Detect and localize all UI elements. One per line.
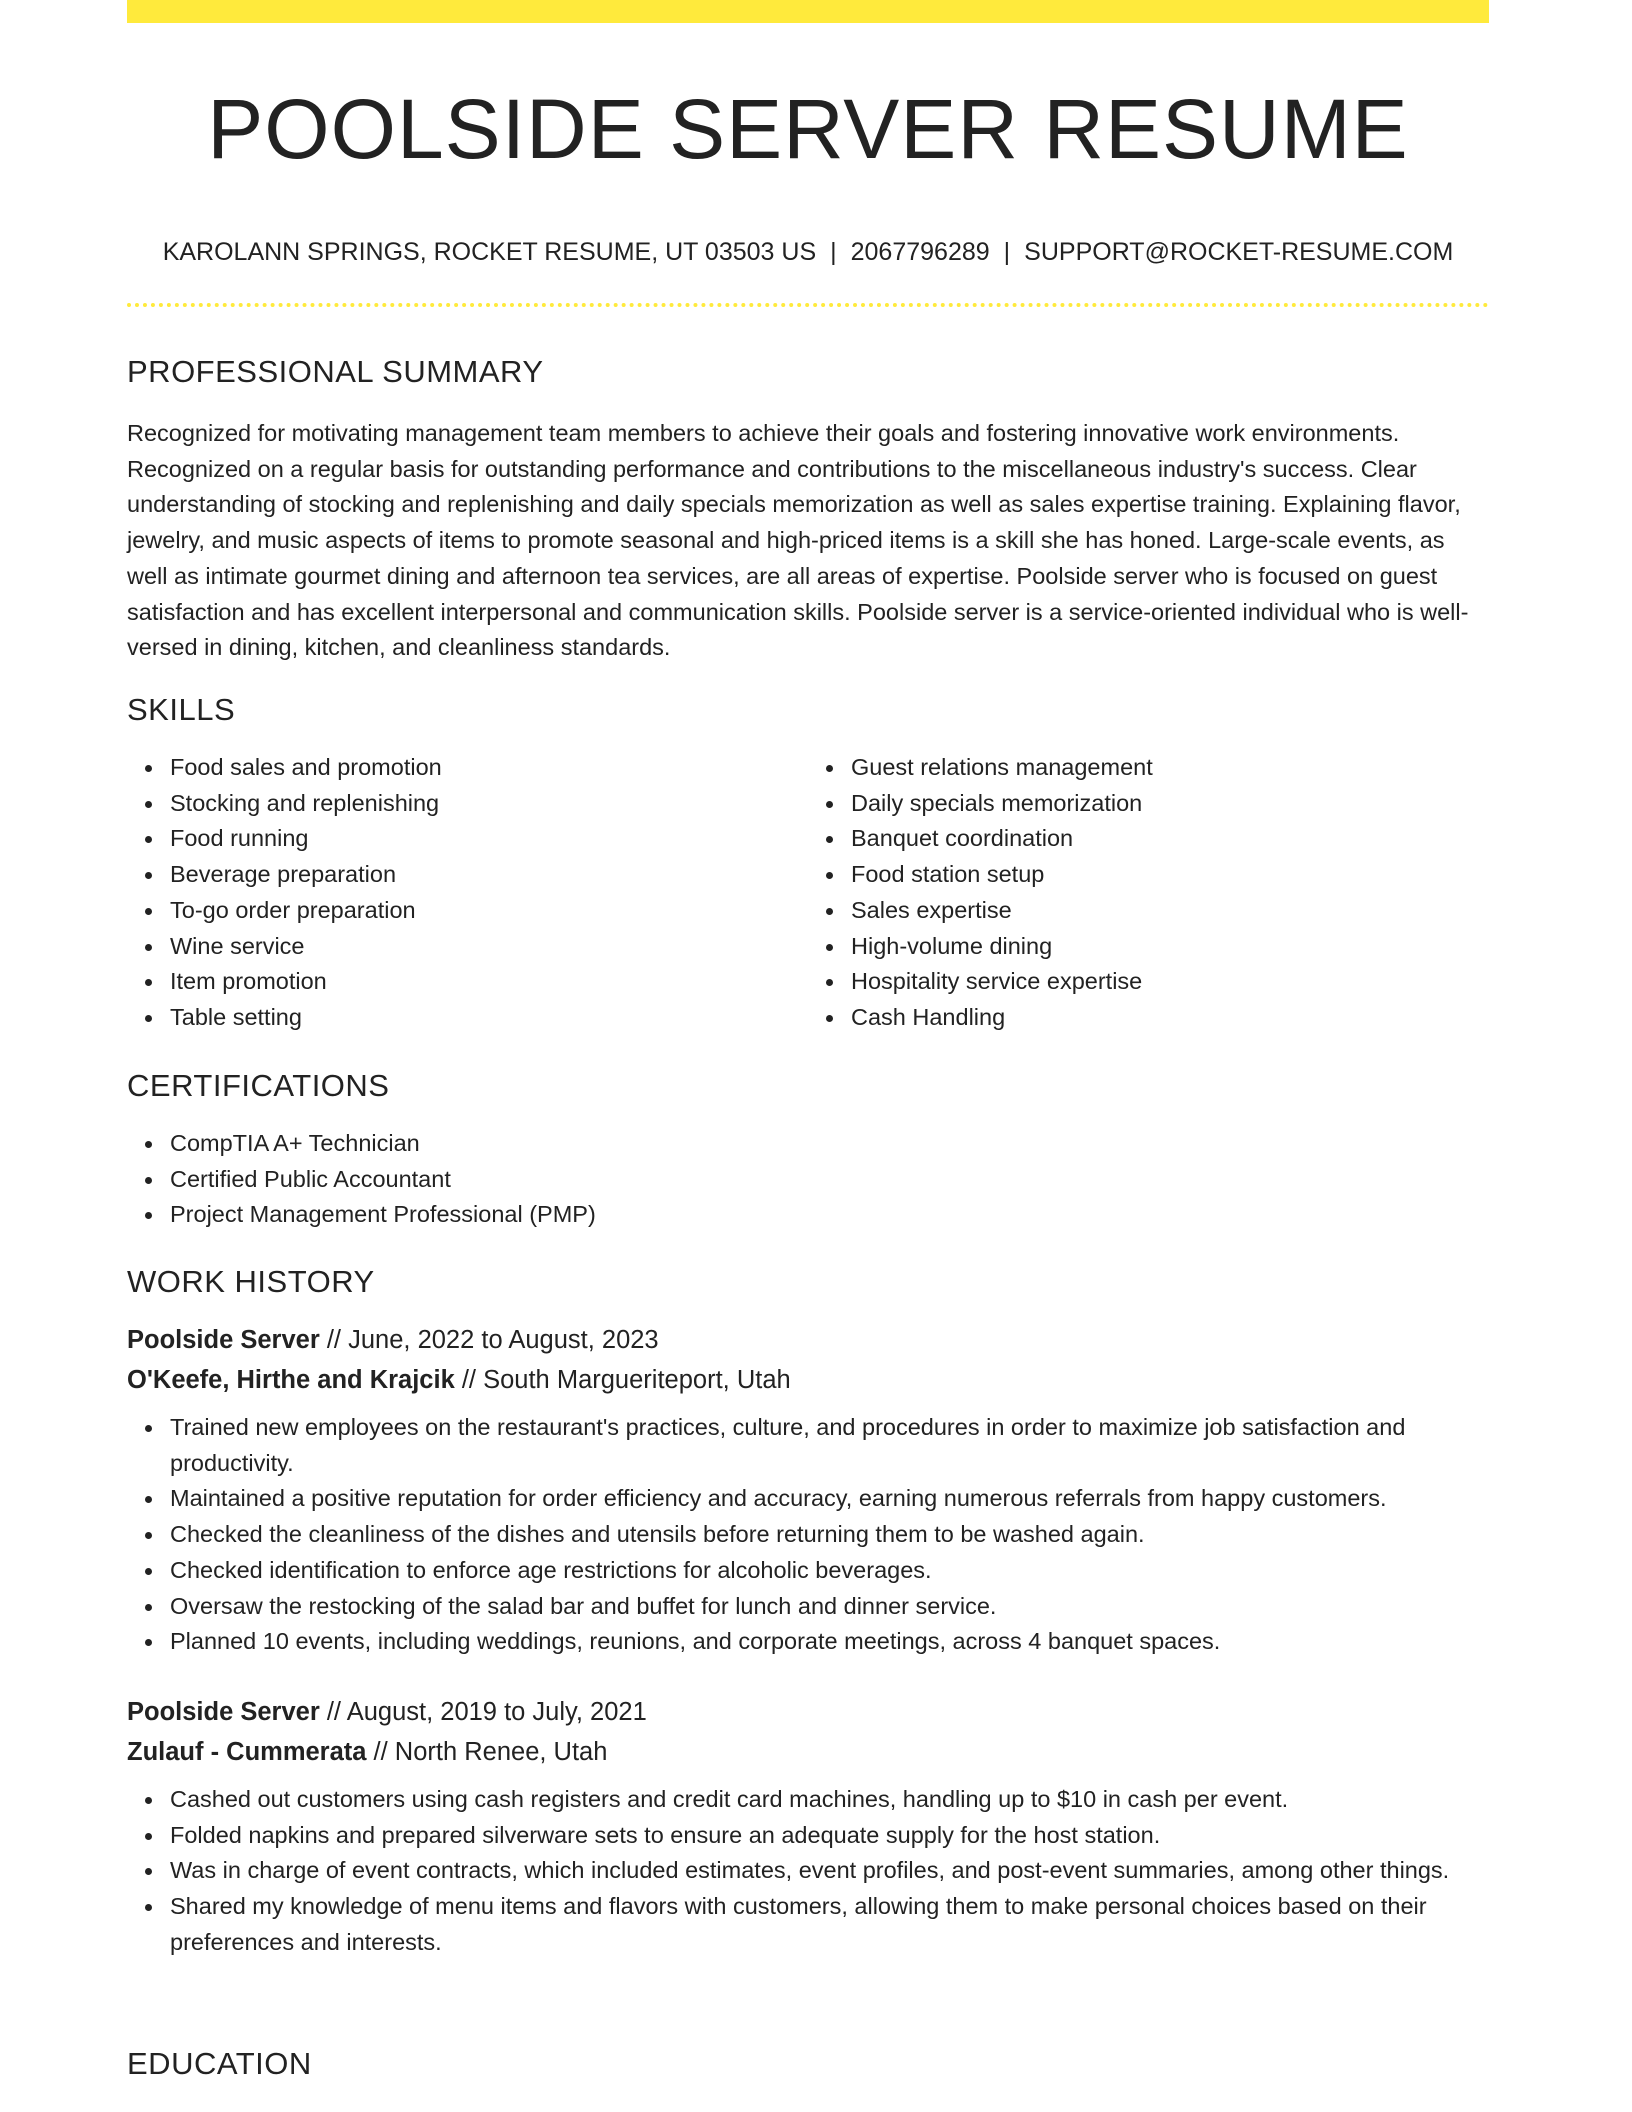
skill-item: Beverage preparation [170, 857, 808, 893]
contact-email[interactable]: SUPPORT@ROCKET-RESUME.COM [1024, 238, 1454, 266]
job-title-line [127, 1320, 1489, 1360]
job-bullet: Cashed out customers using cash registers and credit card machines, handling up to $10 in cash per event. [170, 1782, 1489, 1818]
education-section [127, 2044, 1489, 2084]
job-company: O'Keefe, Hirthe and Krajcik [127, 1366, 455, 1394]
summary-text: Recognized for motivating management team members to achieve their goals and fostering innovative work environments. Recognized on a regular basis for outstanding performance and contributions to the miscellaneous industry's success. Clear understanding of stocking and replenishing and daily specials memorization as well as sales expertise training. Explaining flavor, jewelry, and music aspects of items to promote seasonal and high-priced items is a skill she has honed. Large-scale events, as well as intimate gourmet dining and afternoon tea services, are all areas of expertise. Poolside server who is focused on guest satisfaction and has excellent interpersonal and communication skills. Poolside server is a service-oriented individual who is well-versed in dining, kitchen, and cleanliness standards. [127, 420, 1469, 661]
skill-item: Cash Handling [851, 1000, 1489, 1036]
job-location: // North Renee, Utah [366, 1737, 608, 1766]
job-bullets [127, 1782, 1489, 1961]
skill-item: Item promotion [170, 964, 808, 1000]
job-title-line [127, 1692, 1489, 1732]
certification-item: Project Management Professional (PMP) [170, 1197, 1489, 1233]
job-dates: // June, 2022 to August, 2023 [319, 1326, 659, 1354]
job-bullet: Folded napkins and prepared silverware sets to ensure an adequate supply for the host station. [170, 1818, 1489, 1854]
skill-item: Food station setup [851, 857, 1489, 893]
job-dates: // August, 2019 to July, 2021 [319, 1697, 647, 1726]
certification-item: Certified Public Accountant [170, 1162, 1489, 1198]
work-history-heading: WORK HISTORY [127, 1264, 375, 1299]
job-bullet: Checked identification to enforce age restrictions for alcoholic beverages. [170, 1553, 1489, 1589]
job-bullets [127, 1410, 1489, 1660]
contact-separator: | [830, 238, 837, 266]
certifications-heading: CERTIFICATIONS [127, 1068, 390, 1103]
skill-item: Sales expertise [851, 893, 1489, 929]
job-company-line [127, 1360, 1489, 1400]
job-bullet: Oversaw the restocking of the salad bar and buffet for lunch and dinner service. [170, 1589, 1489, 1625]
work-history-section [127, 1262, 1489, 1960]
skill-item: High-volume dining [851, 929, 1489, 965]
skill-item: Banquet coordination [851, 821, 1489, 857]
job-company: Zulauf - Cummerata [127, 1737, 367, 1766]
skill-item: Hospitality service expertise [851, 964, 1489, 1000]
summary-section [127, 352, 1489, 666]
summary-heading: PROFESSIONAL SUMMARY [127, 354, 544, 389]
skills-list-right [808, 750, 1489, 1036]
contact-phone: 2067796289 [850, 238, 990, 266]
job-title: Poolside Server [127, 1697, 320, 1726]
resume-title: POOLSIDE SERVER RESUME [207, 82, 1409, 176]
skills-section [127, 690, 1489, 1036]
skills-heading: SKILLS [127, 692, 236, 727]
skills-list-left [127, 750, 808, 1036]
certifications-list [127, 1126, 1489, 1233]
job-bullet: Planned 10 events, including weddings, reunions, and corporate meetings, across 4 banquet spaces. [170, 1624, 1489, 1660]
skill-item: Daily specials memorization [851, 786, 1489, 822]
skill-item: Table setting [170, 1000, 808, 1036]
job-entry [127, 1320, 1489, 1660]
top-accent-bar [127, 0, 1489, 23]
job-entry [127, 1692, 1489, 1961]
job-bullet: Maintained a positive reputation for order efficiency and accuracy, earning numerous referrals from happy customers. [170, 1481, 1489, 1517]
job-company-line [127, 1732, 1489, 1772]
skill-item: Stocking and replenishing [170, 786, 808, 822]
education-heading: EDUCATION [127, 2046, 312, 2081]
job-bullet: Checked the cleanliness of the dishes and utensils before returning them to be washed again. [170, 1517, 1489, 1553]
certifications-section [127, 1066, 1489, 1233]
job-bullet: Was in charge of event contracts, which included estimates, event profiles, and post-event summaries, among other things. [170, 1853, 1489, 1889]
job-title: Poolside Server [127, 1326, 320, 1354]
contact-separator: | [1003, 238, 1011, 266]
skill-item: To-go order preparation [170, 893, 808, 929]
skill-item: Wine service [170, 929, 808, 965]
job-bullet: Trained new employees on the restaurant's practices, culture, and procedures in order to maximize job satisfaction and productivity. [170, 1410, 1489, 1481]
skill-item: Guest relations management [851, 750, 1489, 786]
skills-columns [127, 750, 1489, 1036]
header-divider [127, 303, 1489, 307]
certification-item: CompTIA A+ Technician [170, 1126, 1489, 1162]
job-location: // South Margueriteport, Utah [454, 1366, 791, 1394]
contact-line [127, 235, 1489, 269]
job-bullet: Shared my knowledge of menu items and flavors with customers, allowing them to make personal choices based on their preferences and interests. [170, 1889, 1489, 1960]
contact-address: KAROLANN SPRINGS, ROCKET RESUME, UT 03503 US [162, 238, 817, 266]
skill-item: Food sales and promotion [170, 750, 808, 786]
skill-item: Food running [170, 821, 808, 857]
